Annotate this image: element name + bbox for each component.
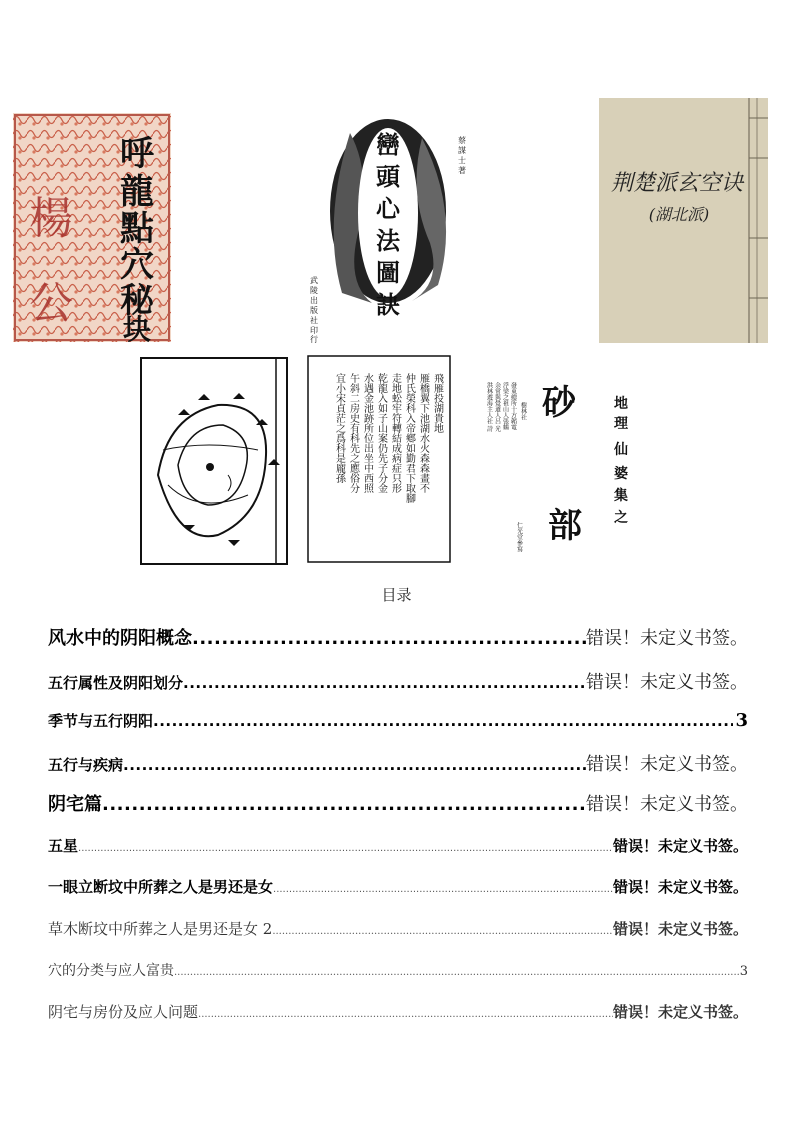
svg-text:樹林社: 樹林社 [519, 402, 527, 420]
svg-text:行: 行 [310, 335, 318, 343]
toc-entry[interactable] [48, 624, 748, 650]
cover-jingchu-image [599, 98, 768, 343]
svg-text:余常與覺道人呂 光: 余常與覺道人呂 光 [493, 382, 501, 432]
svg-text:法: 法 [376, 227, 400, 255]
svg-text:婆: 婆 [614, 466, 628, 482]
toc-leader [78, 843, 613, 854]
toc-entry-label: 风水中的阴阳概念 [48, 628, 192, 649]
toc-entry-page: 错误！未定义书签。 [586, 754, 748, 775]
toc-leader [183, 674, 586, 692]
svg-text:訣: 訣 [376, 291, 400, 319]
svg-text:武: 武 [310, 276, 318, 285]
svg-text:之: 之 [614, 510, 628, 526]
toc-entry[interactable] [48, 960, 748, 980]
svg-text:穴: 穴 [120, 245, 154, 285]
svg-text:版: 版 [310, 306, 318, 315]
toc-entry-page: 错误！未定义书签。 [612, 1003, 748, 1021]
svg-text:社: 社 [310, 316, 318, 325]
cover-jingchu-title: 荆楚派玄空诀 [610, 171, 744, 196]
cover-jingchu-subtitle: (湖北派) [648, 205, 710, 224]
svg-text:龍: 龍 [120, 172, 154, 212]
svg-text:块: 块 [122, 313, 152, 342]
cover-luantou-image [302, 113, 474, 343]
svg-text:乾龍入如子山案仍先子分金: 乾龍入如子山案仍先子分金 [375, 373, 387, 493]
cover-yanggong-side: 楊 [29, 193, 73, 244]
toc-entry[interactable] [48, 876, 748, 897]
toc-entry-label: 穴的分类与应人富贵 [48, 963, 174, 979]
toc-entry-page: 错误！未定义书签。 [612, 878, 748, 896]
svg-text:飛雁投湖貴地: 飛雁投湖貴地 [431, 373, 443, 433]
svg-text:雁橋翼下池湖水火森森畫不: 雁橋翼下池湖水火森森畫不 [417, 373, 429, 493]
svg-text:陵: 陵 [310, 286, 318, 295]
cover-shabu-image [473, 362, 653, 568]
toc-entry[interactable] [48, 710, 748, 731]
toc-entry[interactable] [48, 918, 748, 939]
svg-text:仁光堂參寫: 仁光堂參寫 [515, 522, 523, 552]
svg-text:印: 印 [310, 326, 318, 335]
svg-text:午斜二房史有科先之應俗分: 午斜二房史有科先之應俗分 [347, 373, 359, 493]
svg-text:謀: 謀 [458, 146, 466, 155]
toc-entry-label: 五行属性及阴阳划分 [48, 674, 184, 692]
toc-entry[interactable] [48, 668, 748, 694]
toc-entry-page: 3 [735, 710, 748, 731]
toc-leader [123, 756, 586, 774]
cover-shabu-big2: 部 [548, 506, 582, 546]
toc-entry-label: 五行与疾病 [48, 756, 124, 774]
toc-entry-page: 错误！未定义书签。 [586, 628, 748, 649]
toc-leader [102, 794, 586, 815]
toc-entry[interactable] [48, 790, 748, 816]
svg-text:浮梁之祖山人張鶴: 浮梁之祖山人張鶴 [501, 382, 509, 430]
svg-text:呼: 呼 [120, 134, 154, 174]
toc-entry-label: 阴宅与房份及应人问题 [48, 1003, 199, 1021]
toc-heading: 目录 [381, 586, 412, 604]
svg-text:仙: 仙 [614, 442, 628, 458]
svg-text:秘: 秘 [120, 281, 154, 321]
svg-text:巒: 巒 [376, 131, 400, 159]
toc-entry-label: 草木断坟中所葬之人是男还是女 2 [48, 920, 273, 938]
svg-text:點: 點 [120, 209, 154, 249]
toc-entry-page: 3 [739, 964, 748, 979]
svg-text:蔡: 蔡 [458, 136, 466, 145]
toc-entry-page: 错误！未定义书签。 [612, 837, 748, 855]
svg-text:水遇金池跡所位出坐中西照: 水遇金池跡所位出坐中西照 [361, 373, 373, 493]
toc-leader [272, 926, 613, 937]
svg-text:心: 心 [376, 195, 400, 223]
cover-diagram-image [138, 355, 290, 567]
svg-text:著: 著 [458, 166, 466, 175]
toc-entry[interactable] [48, 750, 748, 776]
toc-entry-page: 错误！未定义书签。 [586, 794, 748, 815]
cover-text-page-image [305, 353, 453, 565]
toc-entry[interactable] [48, 1001, 748, 1022]
svg-text:公: 公 [29, 278, 73, 329]
toc-entry-label: 季节与五行阴阳 [48, 712, 154, 730]
toc-leader [192, 628, 586, 649]
svg-text:洪林遊海主人社 詩: 洪林遊海主人社 詩 [485, 382, 493, 432]
svg-text:發東總所十方韜電: 發東總所十方韜電 [509, 382, 517, 430]
toc-entry-page: 错误！未定义书签。 [612, 920, 748, 938]
svg-text:地: 地 [614, 396, 628, 412]
svg-text:出: 出 [310, 296, 318, 305]
toc-entry-label: 阴宅篇 [48, 794, 102, 815]
cover-shabu-big1: 砂 [542, 383, 576, 423]
toc-entry-label: 一眼立断坟中所葬之人是男还是女 [48, 878, 274, 896]
svg-text:頭: 頭 [376, 163, 400, 191]
svg-text:走地蚣牢符轉結成病症只形: 走地蚣牢符轉結成病症只形 [389, 373, 401, 493]
toc-leader [174, 967, 740, 978]
svg-text:圖: 圖 [376, 259, 400, 287]
toc-leader [198, 1009, 613, 1020]
svg-text:仲氏榮科入帝鄕如勤君下取腳: 仲氏榮科入帝鄕如勤君下取腳 [403, 373, 415, 503]
toc-entry-label: 五星 [48, 837, 79, 855]
toc-leader [273, 884, 613, 895]
svg-text:士: 士 [458, 156, 466, 165]
svg-text:宜小宋貞茫之爲科是龐孫: 宜小宋貞茫之爲科是龐孫 [333, 373, 345, 483]
toc-entry[interactable] [48, 835, 748, 856]
toc-entry-page: 错误！未定义书签。 [586, 672, 748, 693]
svg-text:理: 理 [614, 416, 628, 432]
toc-leader [153, 712, 733, 730]
cover-yanggong-image [13, 113, 171, 342]
svg-text:集: 集 [614, 488, 628, 504]
